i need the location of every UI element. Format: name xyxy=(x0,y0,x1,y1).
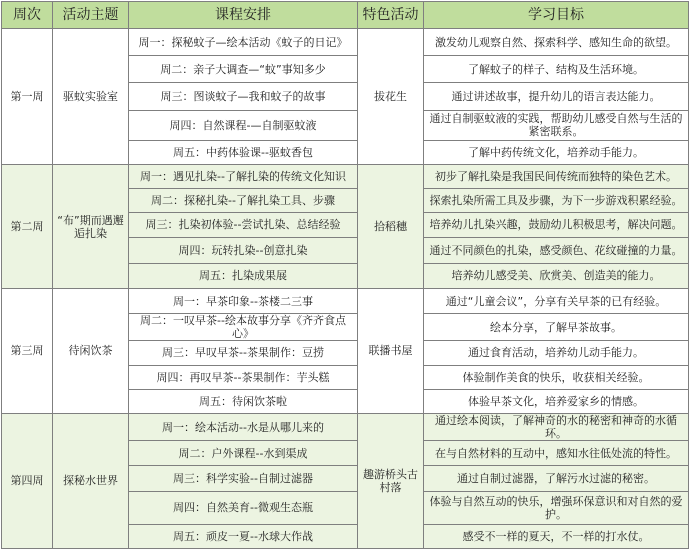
schedule-cell: 周二：探秘扎染--了解扎染工具、步骤 xyxy=(129,189,358,213)
schedule-cell: 周一：早茶印象--茶楼二三事 xyxy=(129,288,358,313)
goal-cell: 培养幼儿扎染兴趣，鼓励幼儿积极思考，解决问题。 xyxy=(424,213,689,237)
goal-cell: 通过自制驱蚊液的实践，帮助幼儿感受自然与生活的紧密联系。 xyxy=(424,110,689,140)
table-row xyxy=(2,288,689,313)
week-label: 第一周 xyxy=(2,29,53,165)
header-schedule: 课程安排 xyxy=(129,2,358,29)
goal-cell: 探索扎染所需工具及步骤，为下一步游戏积累经验。 xyxy=(424,189,689,213)
activity-label: 拔花生 xyxy=(358,29,424,165)
goal-cell: 通过自制过滤器，了解污水过滤的秘密。 xyxy=(424,466,689,491)
week-group-4 xyxy=(2,413,689,548)
goal-cell: 体验早茶文化，培养爱家乡的情感。 xyxy=(424,389,689,413)
schedule-cell: 周三：科学实验--自制过滤器 xyxy=(129,466,358,491)
week-group-3 xyxy=(2,288,689,413)
week-label: 第四周 xyxy=(2,413,53,548)
activity-label: 联播书屋 xyxy=(358,288,424,413)
goal-cell: 体验制作美食的快乐，收获相关经验。 xyxy=(424,365,689,389)
schedule-cell: 周一：探秘蚊子—绘本活动《蚊子的日记》 xyxy=(129,29,358,56)
goal-cell: 初步了解扎染是我国民间传统而独特的染色艺术。 xyxy=(424,165,689,189)
schedule-cell: 周四：自然课程-—自制驱蚊液 xyxy=(129,110,358,140)
goal-cell: 通过“儿童会议”，分享有关早茶的已有经验。 xyxy=(424,288,689,313)
schedule-cell: 周四：再叹早茶--茶果制作：芋头糕 xyxy=(129,365,358,389)
week-group-2 xyxy=(2,165,689,289)
goal-cell: 了解中药传统文化，培养动手能力。 xyxy=(424,140,689,164)
schedule-cell: 周二：户外课程--水到渠成 xyxy=(129,441,358,466)
schedule-cell: 周四：玩转扎染--创意扎染 xyxy=(129,237,358,263)
goal-cell: 通过绘本阅读，了解神奇的水的秘密和神奇的水循环。 xyxy=(424,413,689,440)
header-week: 周次 xyxy=(2,2,53,29)
schedule-cell: 周二：亲子大调查—“蚊”事知多少 xyxy=(129,56,358,83)
table-row xyxy=(2,29,689,56)
header-activity: 特色活动 xyxy=(358,2,424,29)
schedule-cell: 周一：绘本活动--水是从哪儿来的 xyxy=(129,413,358,440)
schedule-cell: 周一：遇见扎染--了解扎染的传统文化知识 xyxy=(129,165,358,189)
activity-label: 趣游桥头古村落 xyxy=(358,413,424,548)
theme-label: “布”期而遇邂逅扎染 xyxy=(53,165,129,289)
theme-label: 驱蚊实验室 xyxy=(53,29,129,165)
goal-cell: 绘本分享，了解早茶故事。 xyxy=(424,314,689,341)
theme-label: 待闲饮茶 xyxy=(53,288,129,413)
week-label: 第三周 xyxy=(2,288,53,413)
weekly-curriculum-table xyxy=(1,1,689,549)
goal-cell: 在与自然材料的互动中，感知水往低处流的特性。 xyxy=(424,441,689,466)
schedule-cell: 周五：待闲饮茶啦 xyxy=(129,389,358,413)
theme-label: 探秘水世界 xyxy=(53,413,129,548)
week-group-1 xyxy=(2,29,689,165)
week-label: 第二周 xyxy=(2,165,53,289)
schedule-cell: 周四：自然美育--微观生态瓶 xyxy=(129,491,358,524)
header-theme: 活动主题 xyxy=(53,2,129,29)
schedule-cell: 周五：扎染成果展 xyxy=(129,263,358,288)
goal-cell: 培养幼儿感受美、欣赏美、创造美的能力。 xyxy=(424,263,689,288)
goal-cell: 通过食育活动，培养幼儿动手能力。 xyxy=(424,341,689,365)
goal-cell: 通过不同颜色的扎染，感受颜色、花纹碰撞的力量。 xyxy=(424,237,689,263)
table-row xyxy=(2,165,689,189)
activity-label: 拾稻穗 xyxy=(358,165,424,289)
schedule-cell: 周三：早叹早茶--茶果制作：豆捞 xyxy=(129,341,358,365)
schedule-cell: 周五：中药体验课--驱蚊香包 xyxy=(129,140,358,164)
header-goal: 学习目标 xyxy=(424,2,689,29)
goal-cell: 通过讲述故事，提升幼儿的语言表达能力。 xyxy=(424,83,689,110)
goal-cell: 激发幼儿观察自然、探索科学、感知生命的欲望。 xyxy=(424,29,689,56)
table-row xyxy=(2,413,689,440)
goal-cell: 体验与自然互动的快乐，增强环保意识和对自然的爱护。 xyxy=(424,491,689,524)
schedule-cell: 周五：顽皮一夏--水球大作战 xyxy=(129,524,358,548)
schedule-cell: 周三：扎染初体验--尝试扎染、总结经验 xyxy=(129,213,358,237)
schedule-cell: 周二：一叹早茶--绘本故事分享《齐齐食点心》 xyxy=(129,314,358,341)
goal-cell: 了解蚊子的样子、结构及生活环境。 xyxy=(424,56,689,83)
goal-cell: 感受不一样的夏天，不一样的打水仗。 xyxy=(424,524,689,548)
schedule-cell: 周三：图谈蚊子—我和蚊子的故事 xyxy=(129,83,358,110)
header-row xyxy=(2,2,689,29)
